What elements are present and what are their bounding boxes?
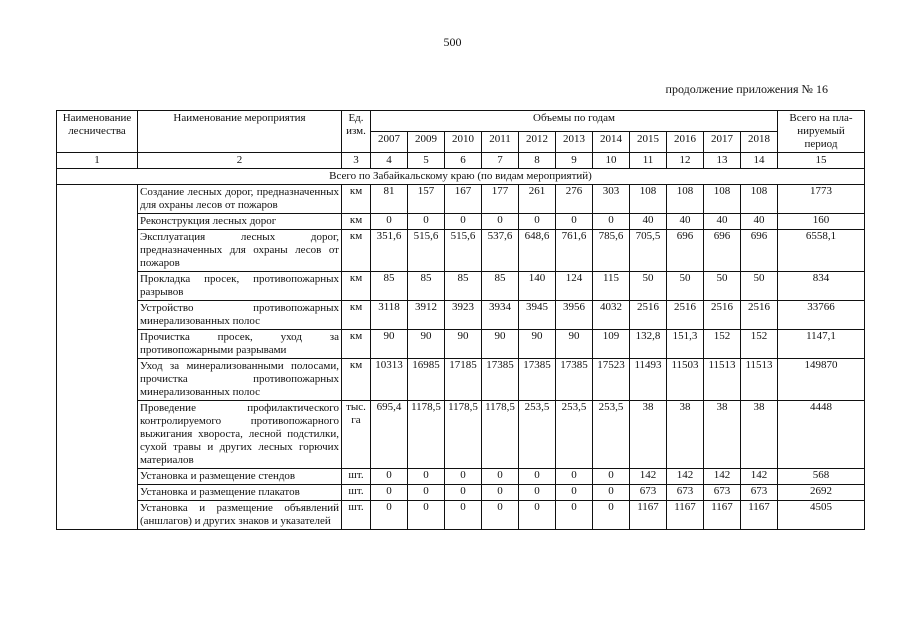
- total-value: 4448: [778, 401, 865, 469]
- year-value: 11513: [704, 359, 741, 401]
- year-value: 0: [371, 485, 408, 501]
- table-row: [57, 330, 865, 359]
- year-value: 132,8: [630, 330, 667, 359]
- unit-cell: км: [342, 330, 371, 359]
- year-value: 0: [519, 214, 556, 230]
- unit-cell: шт.: [342, 485, 371, 501]
- table-row: [57, 230, 865, 272]
- year-value: 253,5: [593, 401, 630, 469]
- continuation-note: продолжение приложения № 16: [665, 82, 828, 96]
- year-value: 0: [371, 214, 408, 230]
- unit-cell: км: [342, 185, 371, 214]
- year-value: 0: [445, 214, 482, 230]
- year-value: 253,5: [519, 401, 556, 469]
- event-name: Установка и размещение плакатов: [138, 485, 342, 501]
- year-value: 303: [593, 185, 630, 214]
- year-value: 50: [704, 272, 741, 301]
- year-value: 761,6: [556, 230, 593, 272]
- year-value: 0: [371, 501, 408, 530]
- year-value: 785,6: [593, 230, 630, 272]
- header-year: 2007: [371, 132, 408, 153]
- unit-cell: км: [342, 301, 371, 330]
- column-number-row: [57, 153, 865, 169]
- table-row: [57, 185, 865, 214]
- event-name: Установка и размещение стендов: [138, 469, 342, 485]
- unit-cell: шт.: [342, 469, 371, 485]
- column-number: 7: [482, 153, 519, 169]
- year-value: 90: [408, 330, 445, 359]
- year-value: 109: [593, 330, 630, 359]
- year-value: 38: [630, 401, 667, 469]
- table-row: [57, 401, 865, 469]
- total-value: 568: [778, 469, 865, 485]
- year-value: 673: [667, 485, 704, 501]
- year-value: 40: [667, 214, 704, 230]
- year-value: 0: [593, 501, 630, 530]
- year-value: 0: [482, 214, 519, 230]
- year-value: 515,6: [408, 230, 445, 272]
- table-row: [57, 501, 865, 530]
- header-year: 2013: [556, 132, 593, 153]
- year-value: 90: [556, 330, 593, 359]
- event-name: Прокладка просек, противопожарных разрывов: [138, 272, 342, 301]
- unit-cell: шт.: [342, 501, 371, 530]
- total-value: 149870: [778, 359, 865, 401]
- event-name: Эксплуатация лесных дорог, предназначенных для охраны лесов от пожаров: [138, 230, 342, 272]
- year-value: 115: [593, 272, 630, 301]
- table-row: [57, 301, 865, 330]
- column-number: 12: [667, 153, 704, 169]
- event-name: Проведение профилактического контролируемого противопожарного выжигания хвороста, лесной подстилки, сухой травы и других лесных горючих материалов: [138, 401, 342, 469]
- year-value: 0: [371, 469, 408, 485]
- unit-cell: км: [342, 214, 371, 230]
- header-year: 2009: [408, 132, 445, 153]
- year-value: 648,6: [519, 230, 556, 272]
- year-value: 90: [482, 330, 519, 359]
- year-value: 2516: [667, 301, 704, 330]
- year-value: 11493: [630, 359, 667, 401]
- total-value: 1147,1: [778, 330, 865, 359]
- year-value: 151,3: [667, 330, 704, 359]
- header-volumes: Объемы по годам: [371, 111, 778, 132]
- events-table: [56, 110, 865, 530]
- year-value: 0: [556, 485, 593, 501]
- year-value: 16985: [408, 359, 445, 401]
- header-total: Всего на пла-нируемый период: [778, 111, 865, 153]
- total-value: 4505: [778, 501, 865, 530]
- event-name: Устройство противопожарных минерализованных полос: [138, 301, 342, 330]
- year-value: 17523: [593, 359, 630, 401]
- column-number: 14: [741, 153, 778, 169]
- event-name: Создание лесных дорог, предназначенных для охраны лесов от пожаров: [138, 185, 342, 214]
- header-event: Наименование мероприятия: [138, 111, 342, 153]
- header-year: 2017: [704, 132, 741, 153]
- year-value: 167: [445, 185, 482, 214]
- year-value: 90: [519, 330, 556, 359]
- year-value: 177: [482, 185, 519, 214]
- header-year: 2010: [445, 132, 482, 153]
- year-value: 0: [408, 485, 445, 501]
- year-value: 1167: [630, 501, 667, 530]
- year-value: 108: [741, 185, 778, 214]
- total-value: 834: [778, 272, 865, 301]
- year-value: 17385: [556, 359, 593, 401]
- column-number: 10: [593, 153, 630, 169]
- section-title: Всего по Забайкальскому краю (по видам мероприятий): [57, 169, 865, 185]
- column-number: 9: [556, 153, 593, 169]
- year-value: 85: [482, 272, 519, 301]
- unit-cell: км: [342, 230, 371, 272]
- year-value: 537,6: [482, 230, 519, 272]
- table-row: [57, 485, 865, 501]
- year-value: 2516: [704, 301, 741, 330]
- year-value: 40: [630, 214, 667, 230]
- year-value: 3912: [408, 301, 445, 330]
- year-value: 85: [371, 272, 408, 301]
- year-value: 142: [667, 469, 704, 485]
- year-value: 0: [593, 485, 630, 501]
- year-value: 696: [741, 230, 778, 272]
- year-value: 276: [556, 185, 593, 214]
- year-value: 108: [630, 185, 667, 214]
- year-value: 695,4: [371, 401, 408, 469]
- year-value: 50: [741, 272, 778, 301]
- header-year: 2016: [667, 132, 704, 153]
- year-value: 85: [445, 272, 482, 301]
- header-year: 2015: [630, 132, 667, 153]
- year-value: 38: [704, 401, 741, 469]
- year-value: 50: [667, 272, 704, 301]
- event-name: Уход за минерализованными полосами, прочистка противопожарных минерализованных полос: [138, 359, 342, 401]
- header-unit: Ед. изм.: [342, 111, 371, 153]
- year-value: 3945: [519, 301, 556, 330]
- unit-cell: тыс. га: [342, 401, 371, 469]
- year-value: 2516: [741, 301, 778, 330]
- table-row: [57, 214, 865, 230]
- column-number: 2: [138, 153, 342, 169]
- total-value: 6558,1: [778, 230, 865, 272]
- year-value: 85: [408, 272, 445, 301]
- year-value: 2516: [630, 301, 667, 330]
- year-value: 108: [667, 185, 704, 214]
- year-value: 1167: [667, 501, 704, 530]
- column-number: 6: [445, 153, 482, 169]
- header-year: 2011: [482, 132, 519, 153]
- year-value: 152: [741, 330, 778, 359]
- year-value: 696: [704, 230, 741, 272]
- year-value: 17185: [445, 359, 482, 401]
- year-value: 3118: [371, 301, 408, 330]
- year-value: 0: [519, 485, 556, 501]
- year-value: 705,5: [630, 230, 667, 272]
- year-value: 3956: [556, 301, 593, 330]
- year-value: 3934: [482, 301, 519, 330]
- year-value: 0: [482, 485, 519, 501]
- year-value: 81: [371, 185, 408, 214]
- year-value: 1167: [741, 501, 778, 530]
- table-row: [57, 272, 865, 301]
- year-value: 696: [667, 230, 704, 272]
- total-value: 160: [778, 214, 865, 230]
- year-value: 17385: [519, 359, 556, 401]
- forestry-cell: [57, 185, 138, 530]
- unit-cell: км: [342, 272, 371, 301]
- year-value: 124: [556, 272, 593, 301]
- year-value: 1178,5: [408, 401, 445, 469]
- year-value: 11503: [667, 359, 704, 401]
- year-value: 1178,5: [482, 401, 519, 469]
- total-value: 33766: [778, 301, 865, 330]
- year-value: 0: [556, 501, 593, 530]
- column-number: 15: [778, 153, 865, 169]
- column-number: 13: [704, 153, 741, 169]
- column-number: 4: [371, 153, 408, 169]
- year-value: 0: [556, 469, 593, 485]
- year-value: 157: [408, 185, 445, 214]
- year-value: 0: [445, 485, 482, 501]
- total-value: 1773: [778, 185, 865, 214]
- year-value: 351,6: [371, 230, 408, 272]
- year-value: 90: [371, 330, 408, 359]
- year-value: 261: [519, 185, 556, 214]
- column-number: 8: [519, 153, 556, 169]
- table-row: [57, 359, 865, 401]
- year-value: 140: [519, 272, 556, 301]
- event-name: Прочистка просек, уход за противопожарными разрывами: [138, 330, 342, 359]
- year-value: 0: [593, 469, 630, 485]
- year-value: 515,6: [445, 230, 482, 272]
- column-number: 11: [630, 153, 667, 169]
- year-value: 1178,5: [445, 401, 482, 469]
- header-forestry: Наименование лесничества: [57, 111, 138, 153]
- year-value: 0: [445, 501, 482, 530]
- year-value: 0: [482, 469, 519, 485]
- year-value: 673: [741, 485, 778, 501]
- year-value: 673: [704, 485, 741, 501]
- year-value: 4032: [593, 301, 630, 330]
- year-value: 142: [704, 469, 741, 485]
- page-number: 500: [443, 35, 462, 49]
- year-value: 0: [519, 469, 556, 485]
- year-value: 142: [630, 469, 667, 485]
- year-value: 40: [704, 214, 741, 230]
- year-value: 0: [408, 469, 445, 485]
- event-name: Реконструкция лесных дорог: [138, 214, 342, 230]
- column-number: 5: [408, 153, 445, 169]
- year-value: 17385: [482, 359, 519, 401]
- year-value: 38: [741, 401, 778, 469]
- year-value: 38: [667, 401, 704, 469]
- year-value: 0: [519, 501, 556, 530]
- header-year: 2018: [741, 132, 778, 153]
- event-name: Установка и размещение объявлений (аншлагов) и других знаков и указателей: [138, 501, 342, 530]
- year-value: 108: [704, 185, 741, 214]
- total-value: 2692: [778, 485, 865, 501]
- year-value: 0: [482, 501, 519, 530]
- year-value: 152: [704, 330, 741, 359]
- year-value: 142: [741, 469, 778, 485]
- year-value: 0: [408, 214, 445, 230]
- year-value: 1167: [704, 501, 741, 530]
- year-value: 10313: [371, 359, 408, 401]
- year-value: 0: [445, 469, 482, 485]
- column-number: 3: [342, 153, 371, 169]
- year-value: 40: [741, 214, 778, 230]
- year-value: 50: [630, 272, 667, 301]
- header-year: 2014: [593, 132, 630, 153]
- year-value: 0: [593, 214, 630, 230]
- year-value: 11513: [741, 359, 778, 401]
- table-row: [57, 469, 865, 485]
- year-value: 673: [630, 485, 667, 501]
- year-value: 253,5: [556, 401, 593, 469]
- year-value: 3923: [445, 301, 482, 330]
- column-number: 1: [57, 153, 138, 169]
- header-year: 2012: [519, 132, 556, 153]
- year-value: 0: [556, 214, 593, 230]
- unit-cell: км: [342, 359, 371, 401]
- year-value: 0: [408, 501, 445, 530]
- year-value: 90: [445, 330, 482, 359]
